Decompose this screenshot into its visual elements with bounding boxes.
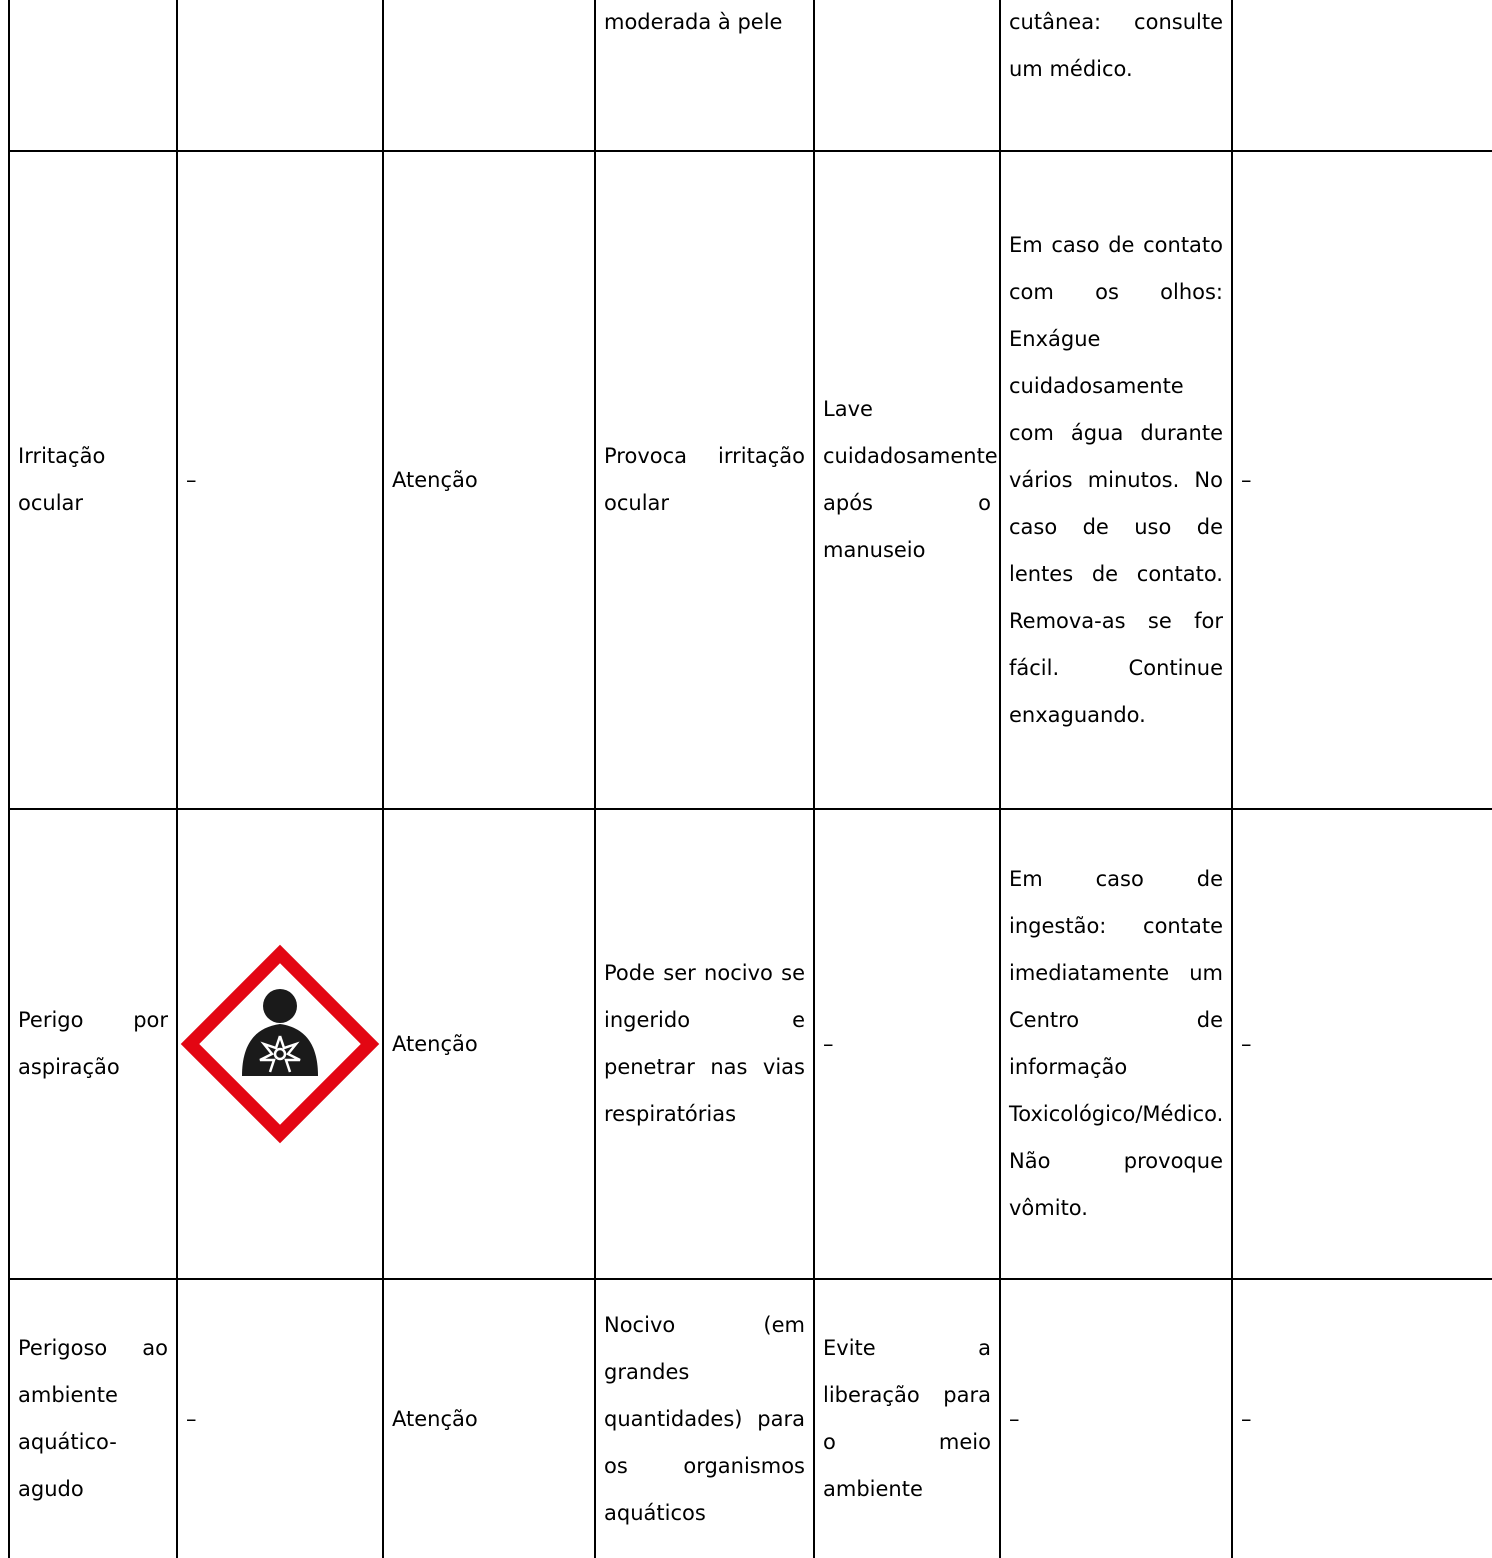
prevention-cell: Lave cuidadosamente após o manuseio [814,151,1000,809]
response-cell: Em caso de contato com os olhos: Enxágue cuidadosamente com água durante vários minutos. No caso de uso de lentes de contato. Remova-as se for fácil. Continue enxaguando. [1000,151,1232,809]
response-cell: – [1000,1279,1232,1558]
pictogram-cell: – [177,1279,383,1558]
last-cell: – [1232,151,1492,809]
hazard-statement-cell: moderada à pele [595,0,814,151]
last-cell: – [1232,1279,1492,1558]
hazard-cell: Irritação ocular [9,151,177,809]
table-row [9,809,1492,1279]
prevention-cell [814,0,1000,151]
signal-word-cell: Atenção [383,151,595,809]
hazard-table [8,0,1492,1558]
hazard-statement-cell: Provoca irritação ocular [595,151,814,809]
response-cell: cutânea: consulte um médico. [1000,0,1232,151]
prevention-cell: Evite a liberação para o meio ambiente [814,1279,1000,1558]
last-cell: – [1232,809,1492,1279]
table-row [9,1279,1492,1558]
hazard-statement-cell: Nocivo (em grandes quantidades) para os organismos aquáticos [595,1279,814,1558]
health-hazard-icon [180,944,380,1144]
table-row [9,0,1492,151]
pictogram-cell: – [177,151,383,809]
signal-word-cell: Atenção [383,1279,595,1558]
signal-word-cell [383,0,595,151]
signal-word-cell: Atenção [383,809,595,1279]
last-cell [1232,0,1492,151]
table-row [9,151,1492,809]
hazard-cell: Perigoso ao ambiente aquático-agudo [9,1279,177,1558]
pictogram-cell [177,809,383,1279]
hazard-cell: Perigo por aspiração [9,809,177,1279]
hazard-statement-cell: Pode ser nocivo se ingerido e penetrar nas vias respiratórias [595,809,814,1279]
pictogram-cell [177,0,383,151]
hazard-cell [9,0,177,151]
prevention-cell: – [814,809,1000,1279]
response-cell: Em caso de ingestão: contate imediatamente um Centro de informação Toxicológico/Médico. Não provoque vômito. [1000,809,1232,1279]
